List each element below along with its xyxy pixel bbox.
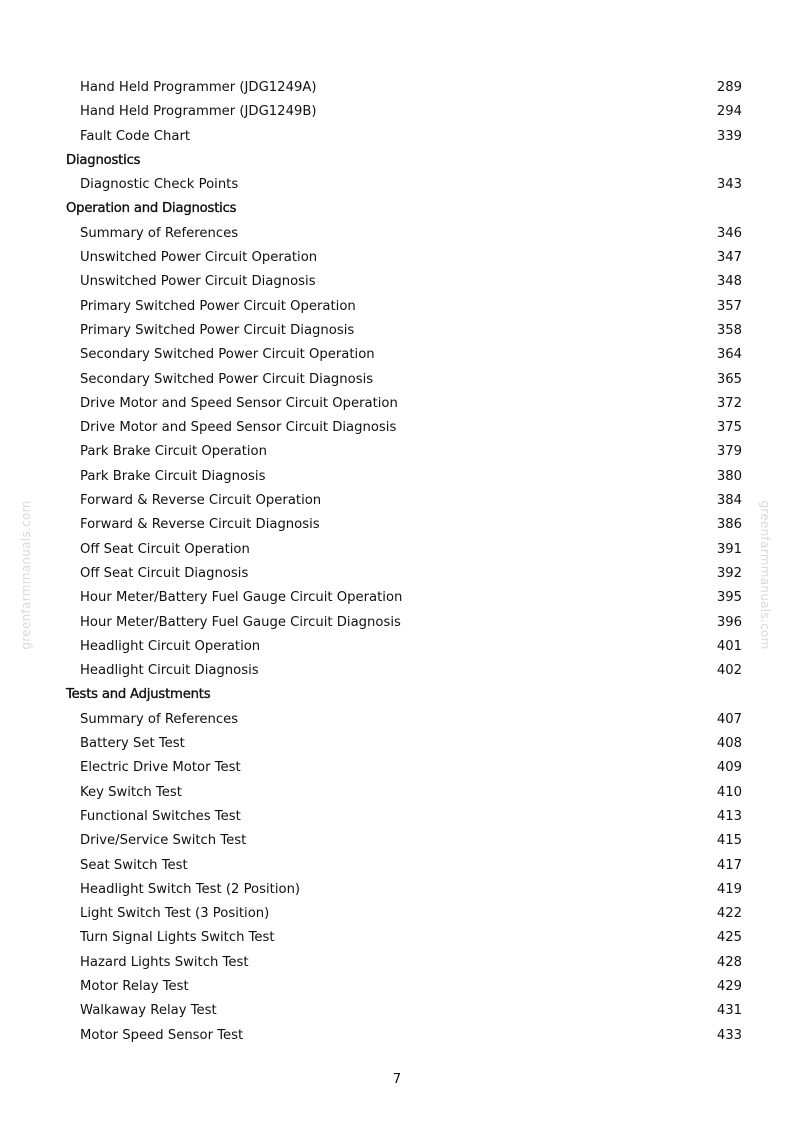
entry-page-number: 364 xyxy=(716,347,742,363)
entry-title: Summary of References xyxy=(80,225,239,241)
entry-title: Seat Switch Test xyxy=(80,857,188,873)
entry-title: Turn Signal Lights Switch Test xyxy=(80,930,275,946)
entry-title: Drive Motor and Speed Sensor Circuit Operation xyxy=(80,395,398,411)
toc-entry[interactable] xyxy=(66,538,742,562)
toc-section-heading xyxy=(66,683,742,707)
toc-entry[interactable] xyxy=(66,100,742,124)
entry-page-number: 395 xyxy=(716,590,742,606)
toc-entry[interactable] xyxy=(66,854,742,878)
entry-page-number: 375 xyxy=(716,420,742,436)
entry-title: Summary of References xyxy=(80,711,239,727)
entry-title: Battery Set Test xyxy=(80,736,185,752)
entry-title: Secondary Switched Power Circuit Diagnosis xyxy=(80,371,374,387)
entry-title: Unswitched Power Circuit Diagnosis xyxy=(80,274,316,290)
entry-page-number: 289 xyxy=(716,80,742,95)
entry-page-number: 415 xyxy=(716,833,742,849)
toc-entry[interactable] xyxy=(66,562,742,586)
toc-entry[interactable] xyxy=(66,586,742,610)
entry-page-number: 422 xyxy=(716,906,742,922)
toc-entry[interactable] xyxy=(66,76,742,100)
entry-page-number: 347 xyxy=(716,250,742,266)
toc-entry[interactable] xyxy=(66,878,742,902)
entry-title: Park Brake Circuit Diagnosis xyxy=(80,468,266,484)
toc-entry[interactable] xyxy=(66,440,742,464)
entry-page-number: 386 xyxy=(716,517,742,533)
entry-title: Hand Held Programmer (JDG1249B) xyxy=(80,104,317,120)
entry-title: Motor Relay Test xyxy=(80,978,189,994)
toc-section-heading xyxy=(66,197,742,221)
toc-section-heading xyxy=(66,149,742,173)
toc-entry[interactable] xyxy=(66,173,742,197)
toc-entry[interactable] xyxy=(66,999,742,1023)
toc-entry[interactable] xyxy=(66,611,742,635)
toc-entry[interactable] xyxy=(66,270,742,294)
table-of-contents xyxy=(66,76,742,1048)
entry-title: Fault Code Chart xyxy=(80,128,191,144)
toc-entry[interactable] xyxy=(66,732,742,756)
watermark-right: greenfarmmanuals.com xyxy=(758,500,772,650)
entry-title: Electric Drive Motor Test xyxy=(80,760,241,776)
section-title: Operation and Diagnostics xyxy=(66,201,237,217)
entry-page-number: 401 xyxy=(716,638,742,654)
toc-entry[interactable] xyxy=(66,975,742,999)
toc-entry[interactable] xyxy=(66,781,742,805)
entry-title: Headlight Switch Test (2 Position) xyxy=(80,881,301,897)
entry-page-number: 339 xyxy=(716,128,742,144)
entry-page-number: 384 xyxy=(716,493,742,509)
entry-page-number: 396 xyxy=(716,614,742,630)
entry-page-number: 392 xyxy=(716,565,742,581)
toc-entry[interactable] xyxy=(66,1024,742,1048)
toc-entry[interactable] xyxy=(66,343,742,367)
toc-entry[interactable] xyxy=(66,125,742,149)
entry-title: Light Switch Test (3 Position) xyxy=(80,906,270,922)
entry-page-number: 379 xyxy=(716,444,742,460)
entry-title: Drive/Service Switch Test xyxy=(80,833,247,849)
toc-entry[interactable] xyxy=(66,805,742,829)
entry-title: Secondary Switched Power Circuit Operation xyxy=(80,347,375,363)
toc-entry[interactable] xyxy=(66,756,742,780)
toc-entry[interactable] xyxy=(66,319,742,343)
toc-entry[interactable] xyxy=(66,926,742,950)
entry-title: Hour Meter/Battery Fuel Gauge Circuit Diagnosis xyxy=(80,614,401,630)
section-title: Diagnostics xyxy=(66,152,141,168)
entry-page-number: 419 xyxy=(716,881,742,897)
section-title: Tests and Adjustments xyxy=(66,687,211,703)
entry-title: Off Seat Circuit Operation xyxy=(80,541,250,557)
entry-title: Hazard Lights Switch Test xyxy=(80,954,249,970)
toc-entry[interactable] xyxy=(66,465,742,489)
entry-page-number: 391 xyxy=(716,541,742,557)
toc-entry[interactable] xyxy=(66,708,742,732)
entry-title: Hand Held Programmer (JDG1249A) xyxy=(80,80,317,95)
entry-title: Headlight Circuit Operation xyxy=(80,638,261,654)
toc-entry[interactable] xyxy=(66,902,742,926)
toc-entry[interactable] xyxy=(66,295,742,319)
entry-page-number: 417 xyxy=(716,857,742,873)
entry-page-number: 348 xyxy=(716,274,742,290)
entry-page-number: 343 xyxy=(716,177,742,193)
entry-page-number: 358 xyxy=(716,322,742,338)
entry-page-number: 433 xyxy=(716,1027,742,1043)
entry-page-number: 431 xyxy=(716,1003,742,1019)
entry-title: Key Switch Test xyxy=(80,784,182,800)
entry-title: Forward & Reverse Circuit Diagnosis xyxy=(80,517,320,533)
toc-entry[interactable] xyxy=(66,392,742,416)
toc-entry[interactable] xyxy=(66,951,742,975)
entry-title: Motor Speed Sensor Test xyxy=(80,1027,244,1043)
toc-entry[interactable] xyxy=(66,246,742,270)
entry-page-number: 425 xyxy=(716,930,742,946)
entry-page-number: 409 xyxy=(716,760,742,776)
entry-page-number: 428 xyxy=(716,954,742,970)
watermark-left: greenfarmmanuals.com xyxy=(19,500,33,650)
entry-title: Drive Motor and Speed Sensor Circuit Diagnosis xyxy=(80,420,397,436)
entry-page-number: 294 xyxy=(716,104,742,120)
page-number: 7 xyxy=(392,1072,402,1087)
entry-title: Primary Switched Power Circuit Operation xyxy=(80,298,356,314)
toc-entry[interactable] xyxy=(66,829,742,853)
entry-page-number: 408 xyxy=(716,736,742,752)
toc-entry[interactable] xyxy=(66,368,742,392)
entry-page-number: 357 xyxy=(716,298,742,314)
entry-page-number: 407 xyxy=(716,711,742,727)
toc-entry[interactable] xyxy=(66,513,742,537)
entry-title: Forward & Reverse Circuit Operation xyxy=(80,493,322,509)
toc-entry[interactable] xyxy=(66,635,742,659)
entry-page-number: 380 xyxy=(716,468,742,484)
toc-entry[interactable] xyxy=(66,416,742,440)
entry-page-number: 429 xyxy=(716,978,742,994)
entry-title: Park Brake Circuit Operation xyxy=(80,444,267,460)
entry-title: Hour Meter/Battery Fuel Gauge Circuit Operation xyxy=(80,590,403,606)
entry-title: Unswitched Power Circuit Operation xyxy=(80,250,318,266)
entry-page-number: 365 xyxy=(716,371,742,387)
entry-title: Walkaway Relay Test xyxy=(80,1003,217,1019)
entry-title: Headlight Circuit Diagnosis xyxy=(80,663,259,679)
entry-title: Functional Switches Test xyxy=(80,808,241,824)
entry-title: Off Seat Circuit Diagnosis xyxy=(80,565,249,581)
entry-page-number: 346 xyxy=(716,225,742,241)
toc-entry[interactable] xyxy=(66,659,742,683)
toc-entry[interactable] xyxy=(66,489,742,513)
entry-page-number: 372 xyxy=(716,395,742,411)
entry-page-number: 413 xyxy=(716,808,742,824)
entry-page-number: 402 xyxy=(716,663,742,679)
toc-entry[interactable] xyxy=(66,222,742,246)
entry-title: Primary Switched Power Circuit Diagnosis xyxy=(80,322,355,338)
entry-page-number: 410 xyxy=(716,784,742,800)
entry-title: Diagnostic Check Points xyxy=(80,177,239,193)
